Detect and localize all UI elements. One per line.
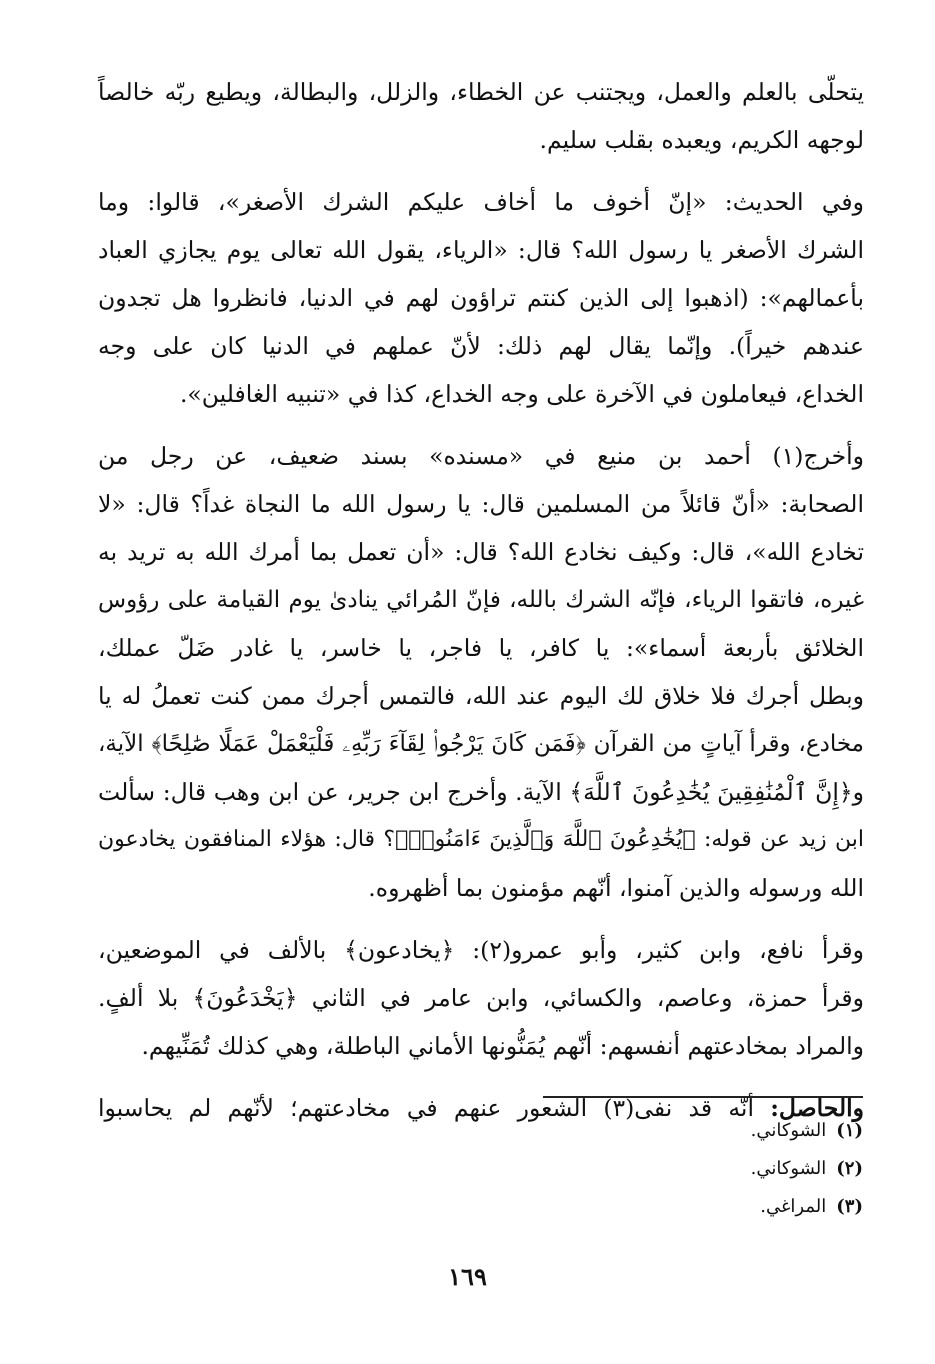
footnote-divider (543, 1096, 863, 1098)
text-line: الصحابة: «أنّ قائلاً من المسلمين قال: يا رسول الله ما النجاة غداً؟ قال: «لا (98, 490, 864, 518)
text-run: أنّه قد نفى(٣) الشعور عنهم في مخادعتهم؛ لأنّهم لم يحاسبوا (98, 1094, 771, 1122)
footnote-number: (١) (836, 1120, 863, 1141)
text-line: الخداع، فيعاملون في الآخرة على وجه الخداع، كذا في «تنبيه الغافلين». (179, 380, 864, 408)
text-line: الخلائق بأربعة أسماء»: يا كافر، يا فاجر، يا خاسر، يا غادر ضَلّ عملك، (98, 634, 864, 662)
page-number: ١٦٩ (448, 1262, 487, 1291)
text-line (98, 1084, 864, 1132)
footnote-text: الشوكاني. (750, 1120, 827, 1141)
text-line: يتحلّى بالعلم والعمل، ويجتنب عن الخطاء، والزلل، والبطالة، ويطيع ربّه خالصاً (98, 78, 864, 106)
paragraph (98, 68, 864, 164)
text-line: وبطل أجرك فلا خلاق لك اليوم عند الله، فالتمس أجرك ممن كنت تعملُ له يا (98, 682, 864, 710)
text-line: وقرأ نافع، وابن كثير، وأبو عمرو(٢): ﴿يخادعون﴾ بالألف في الموضعين، (98, 936, 864, 964)
text-line: لوجهه الكريم، ويعبده بقلب سليم. (539, 126, 864, 154)
text-line: وقرأ حمزة، وعاصم، والكسائي، وابن عامر في الثاني ﴿يَخْدَعُونَ﴾ بلا ألفٍ. (98, 984, 864, 1012)
footnote (751, 1188, 863, 1226)
text-line: مخادع، وقرأ آياتٍ من القرآن ﴿فَمَن كَانَ يَرْجُوا۟ لِقَآءَ رَبِّهِۦ فَلْيَعْمَلْ عَمَلًا صَٰلِحًا﴾ الآية، (98, 731, 864, 757)
footnote-number: (٣) (836, 1196, 863, 1217)
emphasis-lead: والحاصل: (770, 1094, 864, 1122)
paragraph (98, 926, 864, 1070)
footnotes (751, 1112, 863, 1226)
footnote-text: المراغي. (760, 1196, 827, 1217)
footnote (751, 1150, 863, 1188)
text-line: وفي الحديث: «إنّ أخوف ما أخاف عليكم الشرك الأصغر»، قالوا: وما (98, 188, 864, 216)
text-line: ابن زيد عن قوله: ﴿يُخَٰدِعُونَ ٱللَّهَ وَٱلَّذِينَ ءَامَنُوا۟﴾؟ قال: هؤلاء المنافقون يخادعون (98, 827, 864, 852)
paragraph (98, 178, 864, 418)
footnote-text: الشوكاني. (750, 1158, 827, 1179)
text-line: غيره، فاتقوا الرياء، فإنّه الشرك بالله، فإنّ المُرائي ينادىٰ يوم القيامة على رؤوس (98, 587, 864, 613)
text-line: وأخرج(١) أحمد بن منيع في «مسنده» بسند ضعيف، عن رجل من (98, 442, 864, 470)
text-line: و﴿إِنَّ ٱلْمُنَٰفِقِينَ يُخَٰدِعُونَ ٱللَّهَ﴾ الآية. وأخرج ابن جرير، عن ابن وهب قال: سألت (98, 778, 864, 806)
text-line: والمراد بمخادعتهم أنفسهم: أنّهم يُمَنُّونها الأماني الباطلة، وهي كذلك تُمَنِّيهم. (141, 1032, 864, 1060)
paragraph (98, 432, 864, 912)
text-line: الشرك الأصغر يا رسول الله؟ قال: «الرياء، يقول الله تعالى يوم يجازي العباد (98, 236, 864, 264)
text-line: عندهم خيراً). وإنّما يقال لهم ذلك: لأنّ عملهم في الدنيا كان على وجه (98, 332, 864, 360)
text-line: الله ورسوله والذين آمنوا، أنّهم مؤمنون بما أظهروه. (368, 874, 864, 902)
footnote-number: (٢) (836, 1158, 863, 1179)
text-line: تخادع الله»، قال: وكيف نخادع الله؟ قال: «أن تعمل بما أمرك الله به تريد به (98, 538, 864, 566)
page-body (98, 68, 864, 1132)
paragraph (98, 1084, 864, 1132)
text-line: بأعمالهم»: (اذهبوا إلى الذين كنتم تراؤون لهم في الدنيا، فانظروا هل تجدون (98, 284, 864, 312)
footnote (751, 1112, 863, 1150)
